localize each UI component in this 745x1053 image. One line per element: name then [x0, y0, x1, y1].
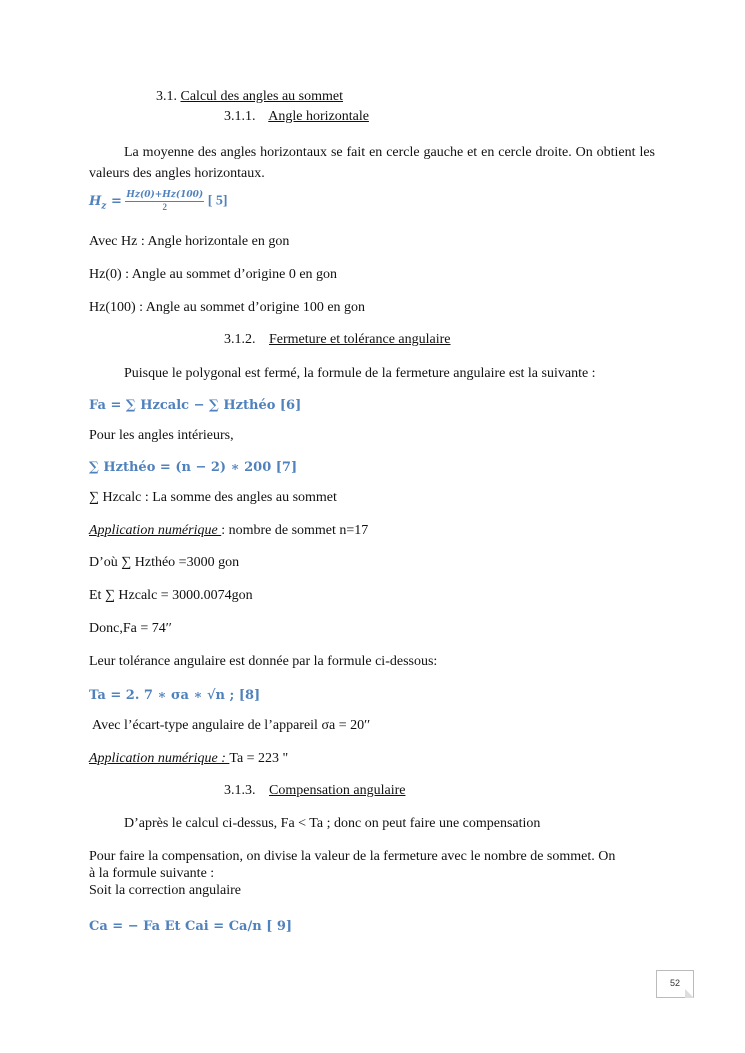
heading-title: Angle horizontale	[268, 109, 369, 124]
heading-title: Calcul des angles au sommet	[180, 89, 344, 104]
paragraph-polygonal: Puisque le polygonal est fermé, la formule de la fermeture angulaire est la suivante :	[124, 366, 596, 381]
page-corner-fold	[685, 989, 694, 998]
line-pour: Pour les angles intérieurs,	[89, 428, 234, 443]
formula-5-denominator: 2	[162, 202, 168, 212]
heading-number: 3.1.	[156, 89, 177, 104]
formula-5-fraction	[125, 190, 204, 213]
line-dou: D’où ∑ Hzthéo =3000 gon	[89, 555, 240, 570]
application-text: : nombre de sommet n=17	[221, 523, 369, 538]
heading-number: 3.1.3.	[224, 783, 256, 798]
formula-5-ref: [ 5]	[207, 193, 228, 209]
application-label: Application numérique :	[89, 751, 230, 766]
paragraph-calcul: D’après le calcul ci-dessus, Fa < Ta ; donc on peut faire une compensation	[124, 816, 541, 831]
application-label: Application numérique	[89, 523, 222, 538]
paragraph-line: Pour faire la compensation, on divise la valeur de la fermeture avec le nombre de sommet. On	[89, 849, 616, 864]
application-1	[89, 523, 368, 539]
line-ecart-type: Avec l’écart-type angulaire de l’appareil σa = 20′′	[92, 718, 371, 733]
paragraph-tolerance: Leur tolérance angulaire est donnée par la formule ci-dessous:	[89, 654, 438, 669]
paragraph-line: à la formule suivante :	[89, 866, 215, 881]
formula-5: $H_z$ = $\frac{Hz(0)+Hz(100)}{2}$ [ 5]	[89, 190, 228, 212]
heading-number: 3.1.1.	[224, 109, 256, 124]
heading-title: Compensation angulaire	[269, 783, 406, 798]
formula-7: ∑ Hzthéo = (n − 2) ∗ 200 [7]	[89, 460, 298, 475]
line-hz100: Hz(100) : Angle au sommet d’origine 100 en gon	[89, 300, 366, 315]
line-somme: ∑ Hzcalc : La somme des angles au sommet	[89, 490, 337, 505]
heading-3-1-1	[224, 109, 369, 125]
heading-number: 3.1.2.	[224, 332, 256, 347]
formula-8: Ta = 2. 7 ∗ σa ∗ √n ; [8]	[89, 688, 261, 703]
line-avec-hz: Avec Hz : Angle horizontale en gon	[89, 234, 290, 249]
application-text: Ta = 223 "	[229, 751, 289, 766]
application-2	[89, 751, 288, 767]
formula-6: Fa = ∑ Hzcalc − ∑ Hzthéo [6]	[89, 398, 302, 413]
heading-3-1-2	[224, 332, 451, 348]
paragraph-line: Soit la correction angulaire	[89, 883, 241, 898]
heading-3-1	[156, 89, 343, 105]
line-hz0: Hz(0) : Angle au sommet d’origine 0 en gon	[89, 267, 338, 282]
heading-title: Fermeture et tolérance angulaire	[269, 332, 451, 347]
formula-9: Ca = − Fa Et Cai = Ca/n [ 9]	[89, 919, 293, 934]
paragraph-moyenne: La moyenne des angles horizontaux se fait en cercle gauche et en cercle droite. On obtient les valeurs des angles horizontaux.	[89, 145, 655, 181]
paragraph-compensation	[89, 848, 615, 899]
heading-3-1-3	[224, 783, 405, 799]
page-number: 52	[669, 978, 680, 988]
line-et: Et ∑ Hzcalc = 3000.0074gon	[89, 588, 253, 603]
line-donc: Donc,Fa = 74′′	[89, 621, 172, 636]
page-number-box	[656, 970, 694, 998]
formula-5-numerator: Hz(0)+Hz(100)	[126, 190, 204, 200]
